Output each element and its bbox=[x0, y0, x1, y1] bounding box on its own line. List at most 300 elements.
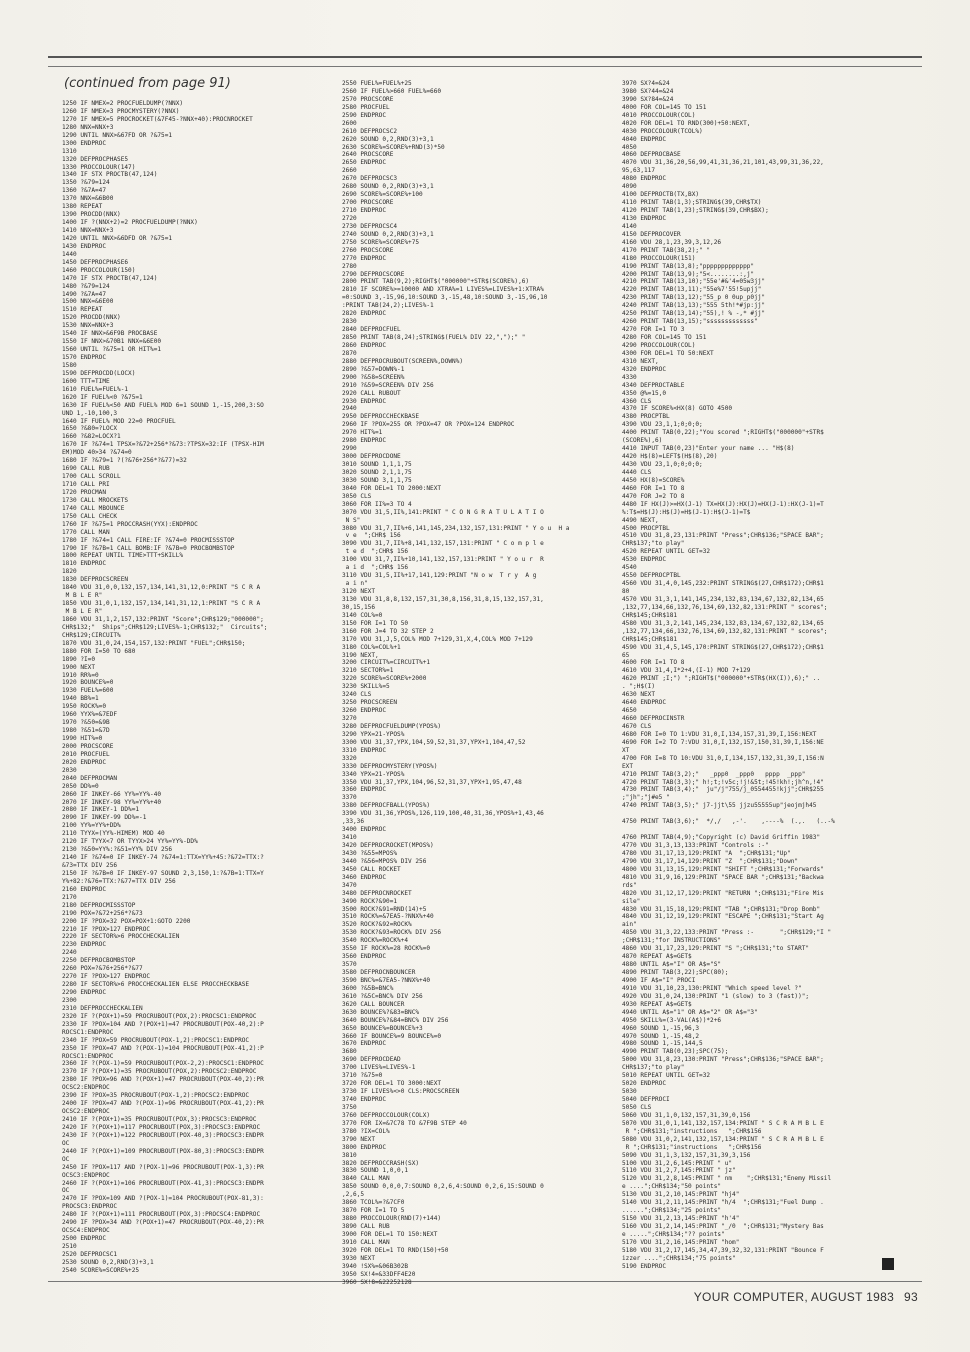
code-line: 2850 PRINT TAB(8,24);STRING$(FUEL% DIV 22,",");" " bbox=[342, 334, 526, 341]
listing-column-1 bbox=[62, 100, 334, 1276]
code-line: 4780 VDU 31,17,13,129:PRINT "A ";CHR$131;"Up" bbox=[622, 849, 791, 857]
code-line: 3840 CALL MAN bbox=[342, 1175, 390, 1183]
code-line: 4100 DEFPROCTB(TX,BX) bbox=[622, 191, 700, 199]
code-line: 2960 IF ?POX=255 OR ?POX=47 OR ?POX=124 ENDPROC bbox=[342, 421, 515, 429]
code-line: 4650 bbox=[622, 707, 637, 715]
code-line: 4260 PRINT TAB(13,15);"sssssssssssss" bbox=[622, 318, 758, 326]
code-line: 2020 ENDPROC bbox=[62, 758, 107, 766]
code-line: M B L E R" bbox=[62, 592, 103, 600]
code-line: 4560 VDU 31,4,0,145,232:PRINT STRING$(27,CHR$172);CHR$1 bbox=[622, 580, 824, 588]
code-line: 3620 CALL BOUNCER bbox=[342, 1000, 405, 1008]
code-line: 2880 DEFPROCRUBOUT(SCREEN%,DOWN%) bbox=[342, 357, 464, 365]
code-line: 4410 INPUT TAB(0,23)"Enter your name ... "H$(8) bbox=[622, 445, 795, 453]
code-line: 3350 VDU 31,37,YPX,104,96,52,31,37,YPX+1,95,47,48 bbox=[342, 778, 522, 786]
code-line: 3630 BOUNCE%?&83=BNC% bbox=[342, 1008, 420, 1016]
code-line: e ....";CHR$134;"50 points" bbox=[622, 1183, 722, 1191]
code-line: 1730 CALL MROCKETS bbox=[62, 496, 129, 504]
code-line: 5190 ENDPROC bbox=[622, 1262, 667, 1270]
code-line: 5030 bbox=[622, 1088, 637, 1096]
code-line: 3010 SOUND 1,1,1,75 bbox=[342, 461, 412, 468]
code-line: 3890 CALL RUB bbox=[342, 1223, 390, 1230]
code-line: 2690 SCORE%=SCORE%+100 bbox=[342, 191, 423, 199]
code-line: 4880 UNTIL A$="I" OR A$="S" bbox=[622, 961, 722, 969]
code-line: 3100 VDU 31,7,II%+10,141,132,157,131:PRINT " Y o u r R bbox=[342, 556, 544, 564]
code-line: 4770 VDU 31,3,13,133:PRINT "Controls :-" bbox=[622, 842, 769, 849]
code-line: ,132,77,134,66,132,76,134,69,132,82,131:PRINT " scores"; bbox=[622, 627, 828, 635]
code-line: 3550 IF ROCK%=28 ROCK%=0 bbox=[342, 945, 431, 953]
code-line: 4080 ENDPROC bbox=[622, 175, 667, 183]
code-line: 3850 SOUND 0,0,0,7:SOUND 0,2,6,4:SOUND 0,2,6,15:SOUND 0 bbox=[342, 1183, 544, 1191]
code-line: 3040 FOR DEL=1 TO 2000:NEXT bbox=[342, 484, 442, 492]
code-line: 1460 PROCCOLOUR(150) bbox=[62, 266, 136, 274]
code-line: 1690 CALL RUB bbox=[62, 465, 110, 473]
code-line: 1430 ENDPROC bbox=[62, 242, 107, 250]
code-line: 2970 HIT%=1 bbox=[342, 429, 383, 437]
code-line: 2350 IF ?POX=47 AND ?(POX-1)=104 PROCRUBOUT(POX-41,2):P bbox=[62, 1044, 264, 1052]
code-line: 4190 PRINT TAB(13,8);"ppppppppppppp" bbox=[622, 262, 755, 270]
code-line: 65 bbox=[622, 651, 630, 659]
code-line: 2210 IF ?POX>127 ENDPROC bbox=[62, 925, 151, 933]
code-line: 95,63,117 bbox=[622, 167, 656, 175]
code-line: 4850 VDU 31,3,22,133:PRINT "Press :- ";CHR$129;"I " bbox=[622, 929, 832, 937]
code-line: 3330 DEFPROCMYSTERY(YPOS%) bbox=[342, 762, 438, 770]
code-line: 2140 IF ?&74=0 IF INKEY-74 ?&74=1:TTX=YY%+45:?&72=TTX:? bbox=[62, 854, 264, 862]
code-line: 80 bbox=[622, 588, 630, 595]
code-line: 2440 IF ?(POX+1)=109 PROCRUBOUT(POX-80,3):PROCSC3:ENDPR bbox=[62, 1147, 264, 1155]
code-line: ;CHR$131;"for INSTRUCTIONS" bbox=[622, 937, 722, 945]
code-line: 4280 FOR COL=145 TO 151 bbox=[622, 334, 707, 341]
code-line: 4390 VDU 23,1,1;0;0;0; bbox=[622, 421, 703, 429]
listing-column-2 bbox=[342, 80, 614, 1286]
code-line: 4520 REPEAT UNTIL GET=32 bbox=[622, 548, 711, 556]
code-line: t e d ";CHR$ 156 bbox=[342, 548, 409, 556]
code-line: e .....";CHR$134;"?? points" bbox=[622, 1230, 725, 1238]
code-line: 1960 YYX%=&7EDF bbox=[62, 711, 118, 719]
code-line: 1360 ?&7A=47 bbox=[62, 187, 107, 195]
code-line: 3370 bbox=[342, 794, 357, 802]
code-line: 1900 NEXT bbox=[62, 663, 96, 671]
code-line: izzer ....";CHR$134;"75 points" bbox=[622, 1254, 736, 1262]
code-line: 1420 UNTIL NNX>&6DFD OR ?&75=1 bbox=[62, 234, 173, 242]
code-line: 2280 IF SECTOR%>6 PROCCHECKALIEN ELSE PROCCHECKBASE bbox=[62, 981, 250, 989]
code-line: 1310 bbox=[62, 147, 77, 155]
code-line: 4180 PROCCOLOUR(151) bbox=[622, 254, 696, 262]
publication-line: YOUR COMPUTER, AUGUST 1983 bbox=[693, 1290, 895, 1304]
code-line: 3440 ?&56=MPOS% DIV 256 bbox=[342, 857, 427, 865]
code-line: 4670 CLS bbox=[622, 722, 652, 730]
code-line: 3510 ROCK%=&7EA5-?NNX%+40 bbox=[342, 913, 434, 921]
code-line: 1450 DEFPROCPHASE6 bbox=[62, 258, 129, 266]
code-line: 2580 PROCFUEL bbox=[342, 103, 390, 111]
code-line: 4970 SOUND 1,-15,48,2 bbox=[622, 1032, 700, 1040]
code-line bbox=[622, 810, 908, 818]
code-line: 2740 SOUND 0,2,RND(3)+3,1 bbox=[342, 230, 434, 238]
code-line: 4900 IF A$="I" PROCI bbox=[622, 976, 696, 984]
code-line: 1950 ROCK%=0 bbox=[62, 703, 107, 711]
code-line: 3870 FOR I=1 TO 5 bbox=[342, 1207, 405, 1215]
code-line: 4750 PRINT TAB(3,6);" */,/ ,-'. ,----% (.,. (..-% bbox=[622, 818, 835, 826]
code-line: CHR$129;CIRCUIT% bbox=[62, 631, 121, 639]
code-line: PROCSC3:ENDPROC bbox=[62, 1203, 118, 1211]
code-line: 1590 DEFPROCDD(LOCX) bbox=[62, 369, 136, 377]
code-line: 4310 NEXT, bbox=[622, 357, 659, 365]
code-line: 2190 POX=?&72+256*?&73 bbox=[62, 909, 143, 917]
code-line: 1780 IF ?&74=1 CALL FIRE:IF ?&74=0 PROCMISSSTOP bbox=[62, 536, 235, 544]
code-line: 5000 VDU 31,8,23,130:PRINT "Press";CHR$136;"SPACE BAR"; bbox=[622, 1056, 824, 1064]
code-line: 1510 REPEAT bbox=[62, 306, 103, 314]
code-line: 5100 VDU 31,2,6,145:PRINT " u" bbox=[622, 1159, 733, 1167]
code-line: 1700 CALL SCROLL bbox=[62, 473, 121, 481]
code-line: 2370 IF ?(POX+1)=35 PROCRUBOUT(POX,2):PROCSC2:ENDPROC bbox=[62, 1068, 257, 1076]
code-line: 1980 ?&51=&7D bbox=[62, 727, 110, 735]
code-line: 3060 FOR II%=3 TO 4 bbox=[342, 500, 412, 508]
code-line: 3170 VDU 31,J,5,COL% MOD 7+129,31,X,4,COL% MOD 7+129 bbox=[342, 635, 533, 643]
code-line: 4610 VDU 31,4,I*2+4,(I-1) MOD 7+129 bbox=[622, 667, 751, 675]
code-line: 4860 VDU 31,17,23,129:PRINT "S ";CHR$131;"to START" bbox=[622, 945, 810, 953]
code-line: 1320 DEFPROCPHASE5 bbox=[62, 155, 129, 163]
code-line: 3860 TCOL%=?&7CF0 bbox=[342, 1199, 405, 1207]
code-line: 2420 IF ?(POX+1)=117 PROCRUBOUT(POX,3):PROCSC3:ENDPROC bbox=[62, 1123, 261, 1131]
code-line: 3910 CALL MAN bbox=[342, 1238, 390, 1246]
code-line: 30,15,156 bbox=[342, 603, 376, 611]
code-line: sile" bbox=[622, 897, 641, 905]
code-line: a i d ";CHR$ 156 bbox=[342, 564, 409, 572]
code-line: 2390 IF ?POX=35 PROCRUBOUT(POX-1,2):PROCSC2:ENDPROC bbox=[62, 1092, 250, 1100]
code-line: 4600 FOR I=1 TO 8 bbox=[622, 659, 685, 667]
code-line: 1490 ?&7A=47 bbox=[62, 290, 107, 298]
code-line: 1540 IF NNX>&6F9B PROCBASE bbox=[62, 330, 158, 338]
code-line: 3470 bbox=[342, 881, 357, 889]
code-line: 1370 NNX=&6B00 bbox=[62, 195, 114, 203]
code-line: 4380 PROCPTBL bbox=[622, 413, 670, 421]
code-line: 2340 IF ?POX=59 PROCRUBOUT(POX-1,2):PROCSC1:ENDPROC bbox=[62, 1036, 250, 1044]
code-line: 4500 PROCPTBL bbox=[622, 524, 670, 532]
code-line: 3500 ROCK?&91=RND(14)+5 bbox=[342, 905, 427, 913]
code-line: 5090 VDU 31,1,3,132,157,31,39,3,156 bbox=[622, 1151, 751, 1159]
code-line: 3880 PROCCOLOUR(RND(7)+144) bbox=[342, 1215, 442, 1223]
code-line: 3950 SX!4=&33DFF4E20 bbox=[342, 1270, 416, 1278]
page-footer bbox=[694, 1290, 918, 1304]
code-line: CHR$145;CHR$181 bbox=[622, 635, 678, 643]
code-line: 1880 FOR I=50 TO 680 bbox=[62, 647, 136, 655]
code-line: 4430 VDU 23,1,0;0;0;0; bbox=[622, 461, 703, 468]
code-line: 2570 PROCSCORE bbox=[342, 95, 394, 103]
code-line: 2940 bbox=[342, 405, 357, 413]
code-line: 3160 FOR J=4 TO 32 STEP 2 bbox=[342, 627, 434, 635]
code-line: 4790 VDU 31,17,14,129:PRINT "Z ";CHR$131;"Down" bbox=[622, 857, 799, 865]
code-line: 4220 PRINT TAB(13,11);"55e%7'55!5upjj" bbox=[622, 286, 762, 294]
code-line: 4840 VDU 31,12,19,129:PRINT "ESCAPE ";CHR$131;"Start Ag bbox=[622, 913, 824, 921]
code-line: 2680 SOUND 0,2,RND(3)+3,1 bbox=[342, 183, 434, 191]
code-line: v e ";CHR$ 156 bbox=[342, 532, 401, 540]
code-line: 3720 FOR DEL=1 TO 3000:NEXT bbox=[342, 1080, 442, 1088]
code-line: 2890 ?&57=DOWN%-1 bbox=[342, 365, 405, 373]
code-line: 5040 DEFPROCI bbox=[622, 1096, 670, 1103]
code-line: OC bbox=[62, 1187, 70, 1195]
code-line: 5070 VDU 31,0,1,141,132,157,134:PRINT " S C R A M B L E bbox=[622, 1119, 824, 1127]
code-line: 1640 IF FUEL% MOD 22=0 PROCFUEL bbox=[62, 417, 176, 425]
code-line: 2950 DEFPROCCHECKBASE bbox=[342, 413, 420, 421]
code-line: 5140 VDU 31,2,11,145:PRINT "h/4 ";CHR$131;"Fuel Dump . bbox=[622, 1199, 824, 1207]
code-line: 2670 DEFPROCSC3 bbox=[342, 175, 398, 183]
code-line: 4070 VDU 31,36,20,56,99,41,31,36,21,101,43,99,31,36,22, bbox=[622, 159, 824, 167]
code-line: 3200 CIRCUIT%=CIRCUIT%+1 bbox=[342, 659, 431, 667]
code-line: 4740 PRINT TAB(3,5);" j7-jjt\55 jjzu55555up"jeojmjh45 bbox=[622, 802, 817, 810]
code-line: 1660 ?&82=LOCX?1 bbox=[62, 433, 121, 441]
code-line: 3410 bbox=[342, 834, 357, 842]
code-line: &73=TTX DIV 256 bbox=[62, 862, 118, 869]
code-line: 2660 bbox=[342, 167, 357, 175]
code-line: 2750 SCORE%=SCORE%+75 bbox=[342, 238, 420, 246]
code-line: 2700 PROCSCORE bbox=[342, 199, 394, 207]
code-line: 2000 PROCSCORE bbox=[62, 742, 114, 750]
code-line: 2840 DEFPROCFUEL bbox=[342, 326, 401, 334]
code-line: OCSC4:ENDPROC bbox=[62, 1227, 110, 1235]
code-line: 2770 ENDPROC bbox=[342, 254, 387, 262]
code-line: ,2,6,5 bbox=[342, 1191, 365, 1199]
code-line: 1580 bbox=[62, 361, 77, 369]
code-line: 4290 PROCCOLOUR(COL) bbox=[622, 341, 696, 349]
code-line: 1740 CALL MBOUNCE bbox=[62, 504, 125, 512]
code-line: 2530 SOUND 0,2,RND(3)+3,1 bbox=[62, 1258, 154, 1266]
code-line: 2730 DEFPROCSC4 bbox=[342, 222, 398, 230]
code-line: 3700 LIVES%=LIVES%-1 bbox=[342, 1064, 416, 1072]
code-line: %:T$=H$(J):H$(J)=H$(J-1):H$(J-1)=T$ bbox=[622, 508, 751, 516]
end-of-article-square bbox=[882, 1258, 894, 1270]
code-line: 4060 DEFPROCBASE bbox=[622, 151, 681, 159]
code-line: 1600 TTT=TIME bbox=[62, 377, 110, 385]
code-line: 1830 DEFPROCSCREEN bbox=[62, 576, 129, 584]
code-line: 2560 IF FUEL%>660 FUEL%=660 bbox=[342, 87, 442, 95]
code-line: 4270 FOR I=1 TO 3 bbox=[622, 326, 685, 334]
code-line: 1840 VDU 31,0,0,132,157,134,141,31,12,0:PRINT "S C R A bbox=[62, 584, 261, 592]
code-line: 3540 ROCK%=ROCK%+4 bbox=[342, 937, 409, 945]
code-line: 5120 VDU 31,2,8,145:PRINT " nm ";CHR$131;"Enemy Missil bbox=[622, 1175, 832, 1183]
code-line: 3670 ENDPROC bbox=[342, 1040, 387, 1048]
code-line: 2060 IF INKEY-66 YY%=YY%-40 bbox=[62, 790, 162, 798]
code-line: 1720 PROCMAN bbox=[62, 488, 107, 496]
code-line: 3240 CLS bbox=[342, 691, 372, 699]
code-line: 4940 UNTIL A$="1" OR A$="2" OR A$="3" bbox=[622, 1008, 758, 1016]
code-line: 2460 IF ?(POX+1)=106 PROCRUBOUT(POX-41,3):PROCSC3:ENDPR bbox=[62, 1179, 264, 1187]
code-line: 1570 ENDPROC bbox=[62, 354, 107, 361]
code-line: 2200 IF ?POX=32 POX=POX+1:GOTO 2200 bbox=[62, 917, 191, 925]
code-line: 1760 IF ?&75=1 PROCCRASH(YYX):ENDPROC bbox=[62, 520, 198, 528]
code-line: 3750 bbox=[342, 1103, 357, 1111]
code-line: 3800 ENDPROC bbox=[342, 1143, 387, 1151]
code-line: 1530 NNX=NNX+3 bbox=[62, 322, 114, 330]
code-line: 4020 FOR DEL=1 TO RND(300)+50:NEXT, bbox=[622, 119, 751, 127]
code-line: 3070 VDU 31,5,II%,141:PRINT " C O N G R A T U L A T I O bbox=[342, 508, 544, 516]
code-line: 4930 REPEAT A$=GET$ bbox=[622, 1000, 692, 1008]
code-line: 4540 bbox=[622, 564, 637, 572]
code-line: 3300 VDU 31,37,YPX,104,59,52,31,37,YPX+1,104,47,52 bbox=[342, 738, 526, 746]
code-line: 2990 bbox=[342, 445, 357, 453]
code-line: 4250 PRINT TAB(13,14);"55),! % -,* #jj" bbox=[622, 310, 766, 318]
code-line: 3660 IF BOUNCE%=9 BOUNCE%=0 bbox=[342, 1032, 442, 1040]
code-line: 2120 IF TYYX<7 OR TYYX>24 YY%=YY%-DD% bbox=[62, 838, 198, 846]
code-line: 1790 IF ?&7B=1 CALL BOMB:IF ?&7B=0 PROCBOMBSTOP bbox=[62, 544, 235, 552]
code-line: 5080 VDU 31,0,2,141,132,157,134:PRINT " S C R A M B L E bbox=[622, 1135, 824, 1143]
code-line: 4010 PROCCOLOUR(COL) bbox=[622, 111, 696, 119]
code-line: 1390 PROCDD(NNX) bbox=[62, 211, 121, 219]
code-line: 3830 SOUND 1,0,0,1 bbox=[342, 1167, 409, 1175]
code-line: 3260 ENDPROC bbox=[342, 707, 387, 715]
top-rule bbox=[48, 56, 922, 58]
code-line: 1810 ENDPROC bbox=[62, 560, 107, 568]
code-line: 3390 VDU 31,36,YPOS%,126,119,100,40,31,36,YPOS%+1,43,46 bbox=[342, 810, 544, 818]
code-line: 3990 SX?84=&24 bbox=[622, 95, 674, 103]
continued-label: (continued from page 91) bbox=[64, 76, 231, 91]
code-line: 3190 NEXT, bbox=[342, 651, 379, 659]
code-line: 3600 ?&5B=BNC% bbox=[342, 984, 394, 992]
code-line: 4450 HX(8)=SCORE% bbox=[622, 476, 685, 484]
code-line: 2130 ?&50=YY%:?&51=YY% DIV 256 bbox=[62, 846, 173, 854]
code-line: 5110 VDU 31,2,7,145:PRINT " jz" bbox=[622, 1167, 736, 1175]
code-line: 2070 IF INKEY-98 YY%=YY%+40 bbox=[62, 798, 162, 806]
code-line: 3460 ENDPROC bbox=[342, 873, 387, 881]
code-line: 4320 ENDPROC bbox=[622, 365, 667, 373]
code-line: 2430 IF ?(POX+1)=122 PROCRUBOUT(POX-40,3):PROCSC3:ENDPR bbox=[62, 1131, 264, 1139]
code-line: 2100 YY%=YY%+DD% bbox=[62, 822, 121, 830]
code-line: 2240 bbox=[62, 949, 77, 957]
code-line: 3940 !SX%=&06B302B bbox=[342, 1262, 409, 1270]
code-line: OCSC3:ENDPROC bbox=[62, 1171, 110, 1179]
code-line: 3560 ENDPROC bbox=[342, 953, 387, 961]
code-line: 5130 VDU 31,2,10,145:PRINT "hj4" bbox=[622, 1191, 740, 1199]
code-line: 2260 POX=?&76+256*?&77 bbox=[62, 965, 143, 973]
code-line: 5060 VDU 31,1,0,132,157,31,39,0,156 bbox=[622, 1111, 751, 1119]
code-line: 1410 NNX=NNX+3 bbox=[62, 227, 114, 234]
code-line: 1630 IF FUEL%<50 AND FUEL% MOD 6=1 SOUND 1,-15,200,3:SO bbox=[62, 401, 264, 409]
code-line: 2860 ENDPROC bbox=[342, 341, 387, 349]
code-line: 5020 ENDPROC bbox=[622, 1080, 667, 1088]
code-line: 3250 PROCSCREEN bbox=[342, 699, 398, 707]
code-line: N S" bbox=[342, 516, 361, 524]
code-line: 1300 ENDPROC bbox=[62, 139, 107, 147]
code-line: 2620 SOUND 0,2,RND(3)+3,1 bbox=[342, 135, 434, 143]
code-line: 1560 UNTIL ?&75=1 OR HIT%=1 bbox=[62, 346, 162, 354]
code-line: 4690 FOR I=2 TO 7:VDU 31,0,I,132,157,150,31,39,I,156:NE bbox=[622, 738, 824, 746]
code-line: 4210 PRINT TAB(13,10);"55e'#&'4=05w3jj" bbox=[622, 278, 766, 286]
code-line: 3650 BOUNCE%=BOUNCE%+3 bbox=[342, 1024, 423, 1032]
code-line: 5160 VDU 31,2,14,145:PRINT "_/0 ";CHR$131;"Mystery Bas bbox=[622, 1223, 824, 1230]
code-line: 3360 ENDPROC bbox=[342, 786, 387, 794]
code-line: 1710 CALL PRI bbox=[62, 481, 110, 488]
code-line: ......";CHR$134;"25 points" bbox=[622, 1207, 722, 1215]
code-line: ,132,77,134,66,132,76,134,69,132,82,131:PRINT " scores"; bbox=[622, 603, 828, 611]
code-line: 4170 PRINT TAB(38,2);" " bbox=[622, 246, 711, 254]
code-line: 4040 ENDPROC bbox=[622, 135, 667, 143]
code-line: 2010 PROCFUEL bbox=[62, 750, 110, 758]
page-number: 93 bbox=[904, 1290, 918, 1304]
code-line: 4150 DEFPROCOVER bbox=[622, 230, 681, 238]
code-line: 5180 VDU 31,2,17,145,34,47,39,32,32,131:PRINT "Bounce F bbox=[622, 1246, 824, 1254]
code-line: 4660 DEFPROCINSTR bbox=[622, 715, 685, 722]
code-line: 3760 DEFPROCCOLOUR(COLX) bbox=[342, 1111, 431, 1119]
code-line: 2900 ?&58=SCREEN% bbox=[342, 373, 405, 381]
code-line: 4240 PRINT TAB(13,13);"555 5th!*#jp:jj" bbox=[622, 302, 766, 310]
code-line: 4990 PRINT TAB(0,23);SPC(75); bbox=[622, 1048, 729, 1056]
code-line: 4030 PROCCOLOUR(TCOL%) bbox=[622, 127, 703, 135]
code-line: 4300 FOR DEL=1 TO 50:NEXT bbox=[622, 349, 714, 357]
code-line: 3280 DEFPROCFUELDUMP(YPOS%) bbox=[342, 722, 442, 730]
code-line: 4140 bbox=[622, 222, 637, 230]
code-line: 4230 PRINT TAB(13,12);"55_p 0 0up_p0jj" bbox=[622, 294, 766, 302]
code-line: 5150 VDU 31,2,13,145:PRINT "h'4" bbox=[622, 1215, 740, 1223]
code-line: 2820 ENDPROC bbox=[342, 310, 387, 318]
code-line: 4920 VDU 31,0,24,130:PRINT "1 (slow) to 3 (fast))"; bbox=[622, 992, 810, 1000]
code-line: 4950 SKILL%=(3-VAL(A$))*2+6 bbox=[622, 1016, 722, 1024]
code-line: 2300 bbox=[62, 996, 77, 1004]
listing-column-3 bbox=[622, 80, 908, 1276]
code-line: 4680 FOR I=0 TO 1:VDU 31,0,I,134,157,31,39,I,156:NEXT bbox=[622, 730, 817, 738]
code-line: 1800 REPEAT UNTIL TIME>TTT+SKILL% bbox=[62, 552, 184, 560]
code-line: 4130 ENDPROC bbox=[622, 214, 667, 222]
code-line: 4400 PRINT TAB(0,22);"You scored ";RIGHT$("000000"+STR$ bbox=[622, 429, 824, 437]
code-line: 3150 FOR I=1 TO 50 bbox=[342, 619, 409, 627]
code-line: OC bbox=[62, 1139, 70, 1147]
code-line: 1860 VDU 31,1,2,157,132:PRINT "Score";CHR$129;"000000"; bbox=[62, 615, 264, 623]
code-line: ain" bbox=[622, 921, 637, 929]
code-line: 3710 ?&75=0 bbox=[342, 1072, 383, 1080]
code-line: 1820 bbox=[62, 568, 77, 576]
code-line: 2500 ENDPROC bbox=[62, 1235, 107, 1243]
code-line: 4090 bbox=[622, 183, 637, 191]
code-line: 1250 IF NMEX=2 PROCFUELDUMP(?NNX) bbox=[62, 100, 184, 107]
code-line: 2780 bbox=[342, 262, 357, 270]
code-line: 3790 NEXT bbox=[342, 1135, 376, 1143]
code-line: 4200 PRINT TAB(13,9);"5<........:,j" bbox=[622, 270, 755, 278]
code-line: 2330 IF ?POX=104 AND ?(POX+1)=47 PROCRUBOUT(POX-40,2):P bbox=[62, 1020, 264, 1028]
code-line: 3340 YPX=21-YPOS% bbox=[342, 770, 405, 778]
code-line: 3820 DEFPROCCRASH(SX) bbox=[342, 1159, 420, 1167]
code-line: 2400 IF ?POX=47 AND ?(POX-1)=96 PROCRUBOUT(POX-41,2):PR bbox=[62, 1100, 264, 1108]
code-line: 2980 ENDPROC bbox=[342, 437, 387, 445]
code-line: 2830 bbox=[342, 318, 357, 326]
code-line: 2310 DEFPROCCHECKALIEN bbox=[62, 1004, 143, 1012]
code-line: 3480 DEFPROCNROCKET bbox=[342, 889, 412, 897]
code-line: 4590 VDU 31,4,5,145,170:PRINT STRING$(27,CHR$172);CHR$1 bbox=[622, 643, 824, 651]
code-line: 1500 NNX=&6E00 bbox=[62, 298, 114, 306]
code-line: 2650 ENDPROC bbox=[342, 159, 387, 167]
code-line: (SCORE%),6) bbox=[622, 437, 663, 445]
code-line: 3580 DEFPROCNBOUNCER bbox=[342, 969, 416, 976]
code-line: 1770 CALL MAN bbox=[62, 528, 110, 536]
code-line: 3030 SOUND 3,1,1,75 bbox=[342, 476, 412, 484]
code-line: XT bbox=[622, 746, 630, 754]
code-line: 2180 DEFPROCMISSSTOP bbox=[62, 901, 136, 909]
code-line: 2930 ENDPROC bbox=[342, 397, 387, 405]
code-line: 3420 DEFPROCROCKET(MPOS%) bbox=[342, 842, 434, 849]
code-line: 4580 VDU 31,3,2,141,145,234,132,83,134,67,132,82,134,65 bbox=[622, 619, 824, 627]
code-line: UND 1,-10,100,3 bbox=[62, 409, 118, 417]
code-line: 1470 IF STX PROCTB(47,124) bbox=[62, 274, 158, 282]
code-line: :PRINT TAB(24,2);LIVES%-1 bbox=[342, 302, 434, 310]
code-line: 5050 CLS bbox=[622, 1103, 652, 1111]
code-line: 1440 bbox=[62, 250, 77, 258]
code-line: 3570 bbox=[342, 961, 357, 969]
code-line: 5170 VDU 31,2,16,145:PRINT "hom" bbox=[622, 1238, 740, 1246]
code-line: 4810 VDU 31,9,16,129:PRINT "SPACE BAR ";CHR$131;"Backwa bbox=[622, 873, 824, 881]
code-line: 4340 DEFPROCTABLE bbox=[622, 381, 685, 389]
code-line: ROCSC1:ENDPROC bbox=[62, 1028, 114, 1036]
code-line: . ";H$(I) bbox=[622, 683, 656, 691]
code-line: 1340 IF STX PROCTB(47,124) bbox=[62, 171, 158, 179]
code-line: ROCSC1:ENDPROC bbox=[62, 1052, 114, 1060]
code-line: 2080 IF INKEY-1 DD%=1 bbox=[62, 806, 140, 814]
code-line: 2170 bbox=[62, 893, 77, 901]
